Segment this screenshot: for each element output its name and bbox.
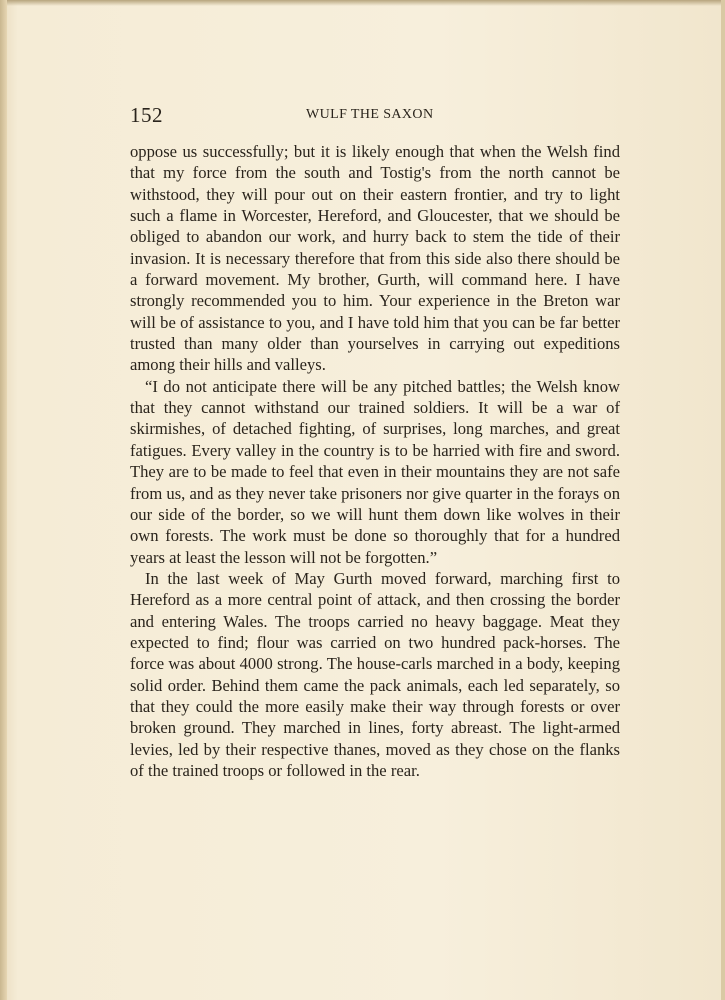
page-binding-edge xyxy=(0,0,7,1000)
paragraph-3: In the last week of May Gurth moved forward, marching first to Hereford as a more central point of attack, and then crossing the border and entering Wales. The troops carried no heavy baggage. Meat they expected to find; flour was carried on two hundred pack-horses. The force was about 4000 strong. The house-carls marched in a body, keeping solid order. Behind them came the pack animals, each led separately, so that they could the more easily make their way through forests or over broken ground. They marched in lines, forty abreast. The light-armed levies, led by their respective thanes, moved as they chose on the flanks of the trained troops or followed in the rear. xyxy=(130,568,620,780)
body-text xyxy=(130,141,620,781)
page-number: 152 xyxy=(130,103,163,127)
page-top-edge xyxy=(0,0,725,6)
running-head xyxy=(130,103,620,129)
paragraph-2: “I do not anticipate there will be any pitched battles; the Welsh know that they cannot withstand our trained soldiers. It will be a war of skirmishes, of detached fighting, of surprises, long marches, and great fatigues. Every valley in the country is to be harried with fire and sword. They are to be made to feel that even in their mountains they are not safe from us, and as they never take prisoners nor give quarter in the forays on our side of the border, so we will hunt them down like wolves in their own forests. The work must be done so thoroughly that for a hundred years at least the lesson will not be forgotten.” xyxy=(130,376,620,567)
paragraph-1: oppose us successfully; but it is likely enough that when the Welsh find that my force from the south and Tostig's from the north cannot be withstood, they will pour out on their eastern frontier, and try to light such a flame in Worcester, Hereford, and Gloucester, that we should be obliged to abandon our work, and hurry back to stem the tide of their invasion. It is necessary therefore that from this side also there should be a forward movement. My brother, Gurth, will command here. I have strongly recommended you to him. Your experience in the Breton war will be of assistance to you, and I have told him that you can be far better trusted than many older than yourselves in carrying out expeditions among their hills and valleys. xyxy=(130,142,620,375)
page-right-edge xyxy=(721,0,725,1000)
running-title: WULF THE SAXON xyxy=(306,107,434,122)
